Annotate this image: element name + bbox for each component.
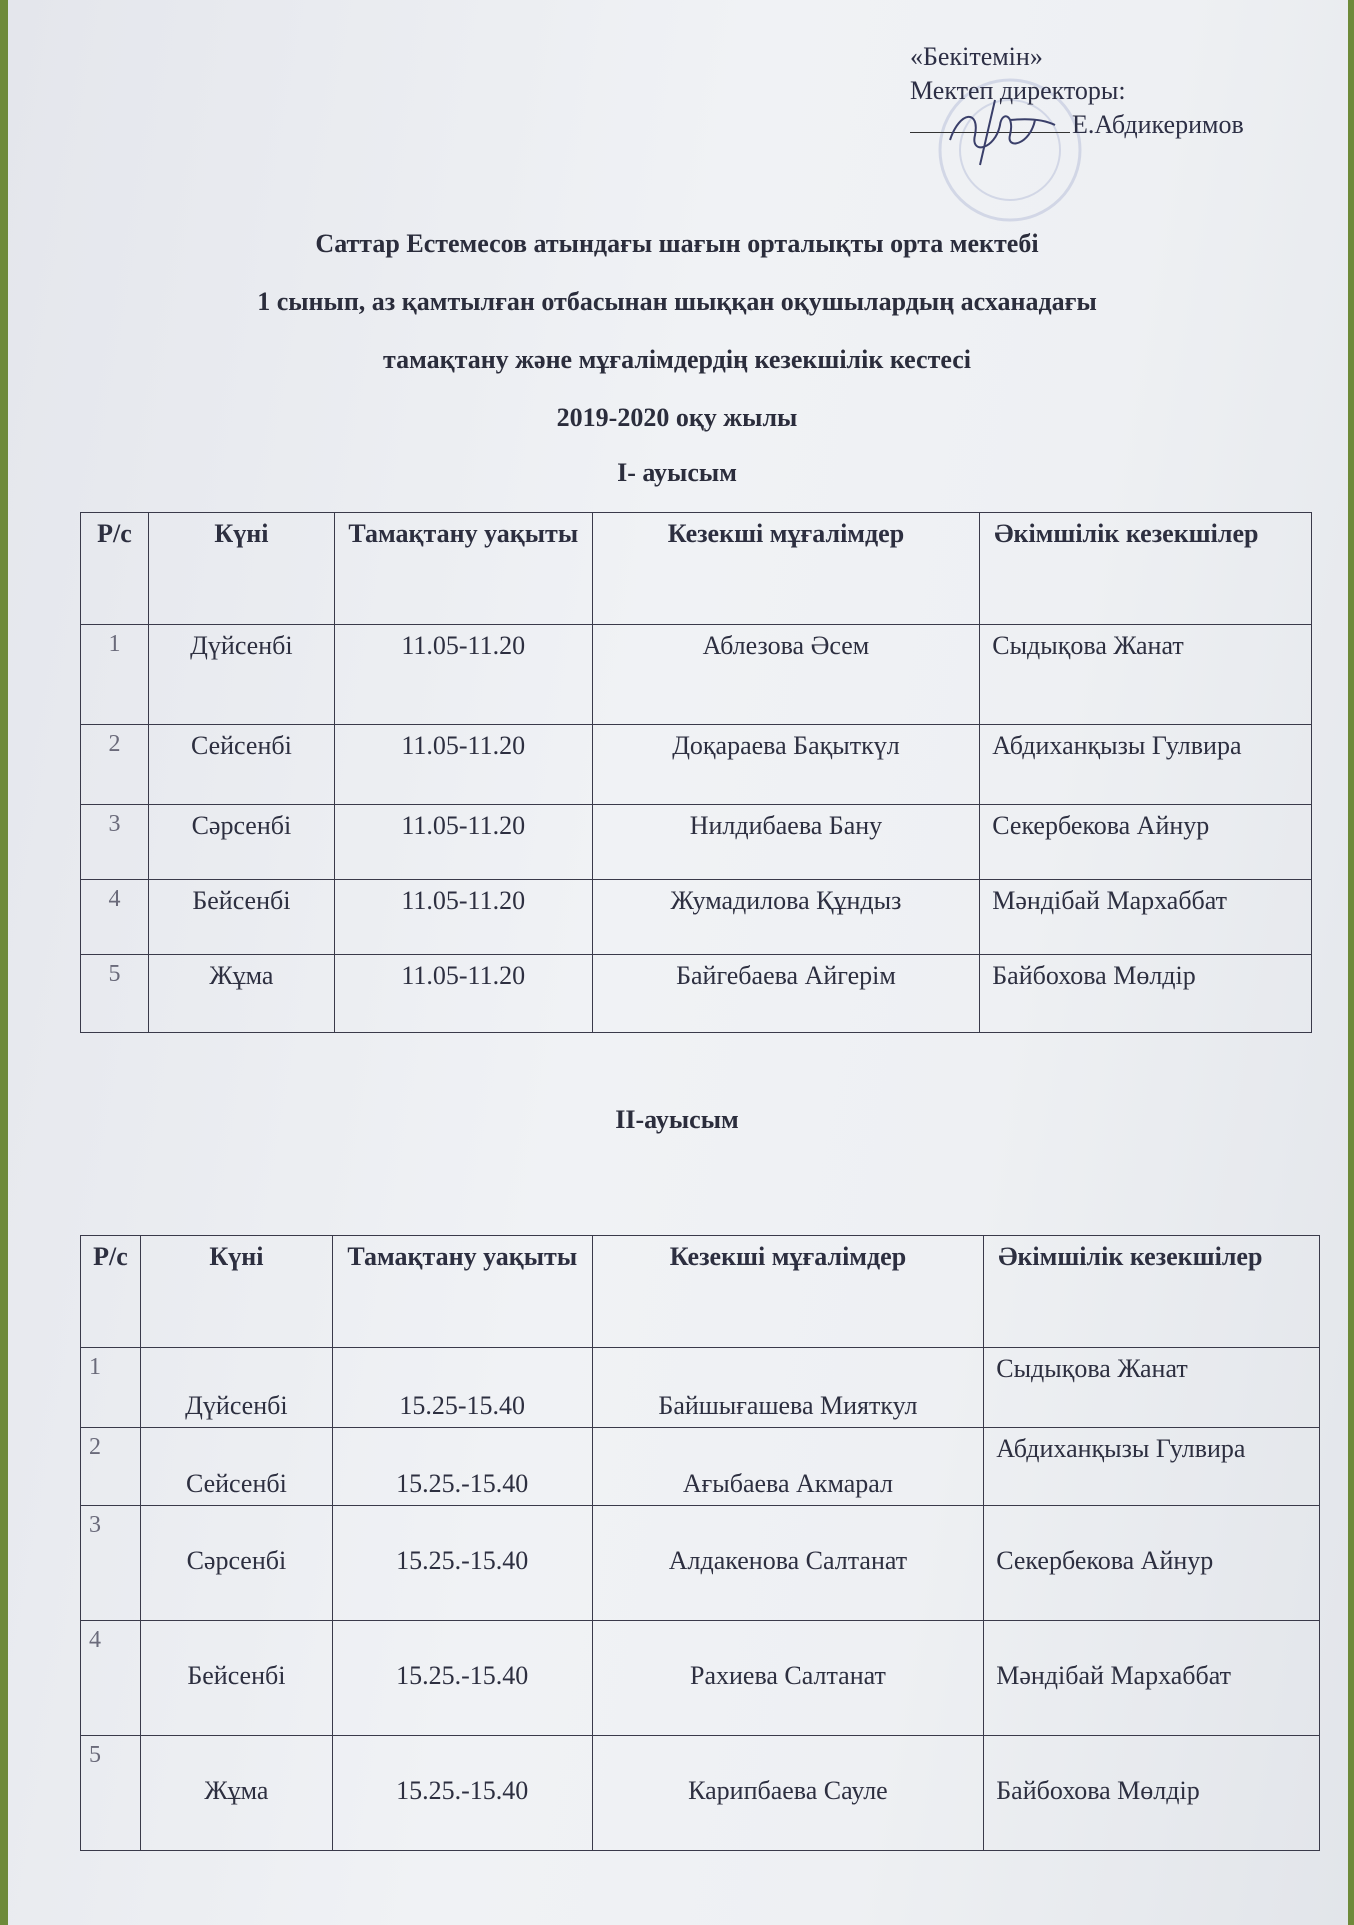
cell-time: 15.25.-15.40	[332, 1506, 592, 1621]
column-header-admin: Әкімшілік кезекшілер	[984, 1236, 1320, 1348]
column-header-num: Р/с	[81, 1236, 141, 1348]
table-header-row	[81, 1236, 1320, 1348]
cell-day: Сейсенбі	[148, 725, 334, 805]
table-row	[81, 1506, 1320, 1621]
approval-heading: «Бекітемін»	[910, 42, 1043, 71]
cell-num: 2	[81, 1428, 141, 1506]
cell-teacher: Доқараева Бақыткүл	[592, 725, 980, 805]
title-line-2: 1 сынып, аз қамтылған отбасынан шыққан оқушылардың асханадағы	[257, 287, 1097, 316]
cell-day: Бейсенбі	[140, 1621, 332, 1736]
cell-admin: Мәндібай Мархаббат	[980, 880, 1312, 955]
school-name: Саттар Естемесов атындағы шағын орталықты орта мектебі	[315, 229, 1039, 258]
table-row	[81, 805, 1312, 880]
shift-2-table	[80, 1235, 1320, 1851]
cell-num: 5	[81, 955, 149, 1033]
column-header-num: Р/с	[81, 513, 149, 625]
cell-teacher: Аблезова Әсем	[592, 625, 980, 725]
cell-time: 11.05-11.20	[334, 805, 592, 880]
document-title	[0, 215, 1354, 447]
cell-teacher: Жумадилова Құндыз	[592, 880, 980, 955]
table-row	[81, 1621, 1320, 1736]
table-header-row	[81, 513, 1312, 625]
cell-day: Сәрсенбі	[148, 805, 334, 880]
cell-admin: Абдиханқызы Гулвира	[984, 1428, 1320, 1506]
table-row	[81, 1348, 1320, 1428]
column-header-admin: Әкімшілік кезекшілер	[980, 513, 1312, 625]
table-row	[81, 625, 1312, 725]
cell-time: 11.05-11.20	[334, 625, 592, 725]
cell-admin: Абдиханқызы Гулвира	[980, 725, 1312, 805]
shift-1-table	[80, 512, 1312, 1033]
cell-num: 5	[81, 1736, 141, 1851]
approval-signer: Е.Абдикеримов	[1072, 110, 1244, 139]
shift-1-label: I- ауысым	[617, 458, 737, 487]
table-row	[81, 725, 1312, 805]
cell-teacher: Рахиева Салтанат	[592, 1621, 984, 1736]
column-header-teachers: Кезекші мұғалімдер	[592, 513, 980, 625]
cell-day: Сәрсенбі	[140, 1506, 332, 1621]
cell-num: 3	[81, 805, 149, 880]
approval-position: Мектеп директоры:	[910, 76, 1126, 105]
cell-num: 4	[81, 1621, 141, 1736]
column-header-day: Күні	[140, 1236, 332, 1348]
cell-admin: Сыдықова Жанат	[980, 625, 1312, 725]
cell-day: Жұма	[140, 1736, 332, 1851]
cell-time: 11.05-11.20	[334, 880, 592, 955]
cell-day: Дүйсенбі	[148, 625, 334, 725]
cell-teacher: Ағыбаева Акмарал	[592, 1428, 984, 1506]
cell-day: Дүйсенбі	[140, 1348, 332, 1428]
cell-time: 11.05-11.20	[334, 955, 592, 1033]
cell-time: 15.25-15.40	[332, 1348, 592, 1428]
table-row	[81, 955, 1312, 1033]
cell-num: 3	[81, 1506, 141, 1621]
column-header-day: Күні	[148, 513, 334, 625]
cell-time: 11.05-11.20	[334, 725, 592, 805]
cell-teacher: Нилдибаева Бану	[592, 805, 980, 880]
cell-day: Сейсенбі	[140, 1428, 332, 1506]
cell-day: Жұма	[148, 955, 334, 1033]
cell-admin: Сыдықова Жанат	[984, 1348, 1320, 1428]
signature-icon	[940, 90, 1060, 170]
cell-admin: Байбохова Мөлдір	[980, 955, 1312, 1033]
cell-num: 1	[81, 1348, 141, 1428]
cell-num: 4	[81, 880, 149, 955]
cell-day: Бейсенбі	[148, 880, 334, 955]
shift-2-label: II-ауысым	[615, 1105, 739, 1134]
cell-teacher: Алдакенова Салтанат	[592, 1506, 984, 1621]
cell-time: 15.25.-15.40	[332, 1621, 592, 1736]
cell-admin: Мәндібай Мархаббат	[984, 1621, 1320, 1736]
academic-year: 2019-2020 оқу жылы	[556, 403, 798, 432]
table-row	[81, 880, 1312, 955]
column-header-time: Тамақтану уақыты	[332, 1236, 592, 1348]
table-row	[81, 1736, 1320, 1851]
title-line-3: тамақтану және мұғалімдердің кезекшілік кестесі	[383, 345, 971, 374]
cell-time: 15.25.-15.40	[332, 1736, 592, 1851]
cell-num: 2	[81, 725, 149, 805]
cell-num: 1	[81, 625, 149, 725]
cell-admin: Байбохова Мөлдір	[984, 1736, 1320, 1851]
table-row	[81, 1428, 1320, 1506]
cell-teacher: Байшығашева Мияткул	[592, 1348, 984, 1428]
cell-time: 15.25.-15.40	[332, 1428, 592, 1506]
cell-admin: Секербекова Айнур	[984, 1506, 1320, 1621]
cell-teacher: Байгебаева Айгерім	[592, 955, 980, 1033]
cell-teacher: Карипбаева Сауле	[592, 1736, 984, 1851]
column-header-teachers: Кезекші мұғалімдер	[592, 1236, 984, 1348]
column-header-time: Тамақтану уақыты	[334, 513, 592, 625]
cell-admin: Секербекова Айнур	[980, 805, 1312, 880]
